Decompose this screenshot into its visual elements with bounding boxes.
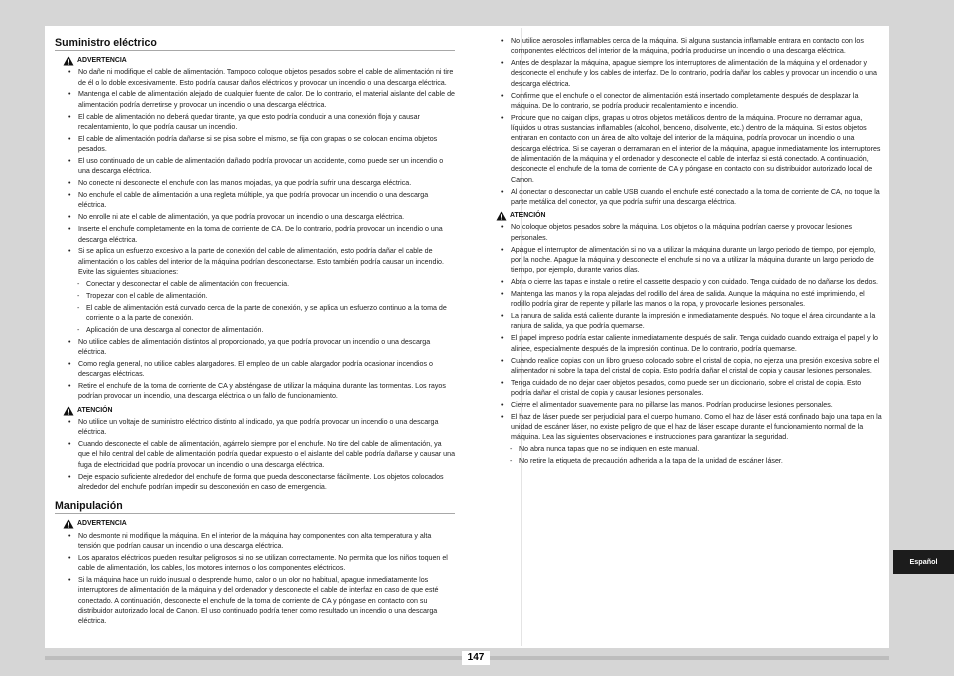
list-item: • Cuando realice copias con un libro grueso colocado sobre el cristal de copia, no ejerza una presión excesiva sobre el alimentador ni sobre la tapa del cristal de copia. Esto podría dañar el cristal de copia y causar lesiones personales. bbox=[488, 356, 882, 377]
list-item: • No utilice aerosoles inflamables cerca de la máquina. Si alguna sustancia inflamable entrara en contacto con los componentes eléctricos del interior de la máquina, podría producirse un incendio o una descarga eléctrica. bbox=[488, 36, 882, 57]
warning-heading bbox=[63, 56, 455, 66]
sub-list-item: - Aplicación de una descarga al conector de alimentación. bbox=[55, 325, 455, 335]
caution-sub-list bbox=[488, 444, 882, 466]
warning-list-continued bbox=[488, 36, 882, 207]
list-item: • Retire el enchufe de la toma de corriente de CA y absténgase de utilizar la máquina durante las tormentas. Los rayos podrían provocar un incendio, una descarga eléctrica o un fallo de funcionamiento. bbox=[55, 381, 455, 402]
caution-label: ATENCIÓN bbox=[510, 212, 546, 220]
list-item: • El uso continuado de un cable de alimentación dañado podría provocar un accidente, como puede ser un incendio o una descarga eléctrica. bbox=[55, 156, 455, 177]
list-item: • No desmonte ni modifique la máquina. En el interior de la máquina hay componentes con alta temperatura y alta tensión que podrían causar un incendio o una descarga eléctrica. bbox=[55, 531, 455, 552]
list-item: • No utilice un voltaje de suministro eléctrico distinto al indicado, ya que podría provocar un incendio o una descarga eléctrica. bbox=[55, 417, 455, 438]
list-item: • Inserte el enchufe completamente en la toma de corriente de CA. De lo contrario, podría provocar un incendio o una descarga eléctrica. bbox=[55, 224, 455, 245]
warning-list-continued bbox=[55, 337, 455, 402]
list-item: • No enrolle ni ate el cable de alimentación, ya que podría provocar un incendio o una descarga eléctrica. bbox=[55, 212, 455, 222]
warning-sub-list bbox=[55, 279, 455, 335]
warning-triangle-icon bbox=[63, 519, 74, 529]
caution-triangle-icon bbox=[496, 211, 507, 221]
list-item: • La ranura de salida está caliente durante la impresión e inmediatamente después. No toque el área circundante a la ranura de salida, ya que podría quemarse. bbox=[488, 311, 882, 332]
list-item: • Procure que no caigan clips, grapas u otros objetos metálicos dentro de la máquina. Procure no derramar agua, líquidos u otras sustancias inflamables (alcohol, benceno, disolvente, etc.) dentro de la máquina. Si estos objetos entraran en contacto con un área de alto voltaje del interior de la máquina, podría provocar un incendio o una descarga eléctrica. Si se cayeran o derramaran en el interior de la máquina, apague inmediatamente los interruptores de alimentación de la máquina y el ordenador y desconecte el cable de interfaz si está conectado. A continuación, desconecte el enchufe de la toma de corriente de CA y póngase en contacto con su distribuidor autorizado local de Canon. bbox=[488, 113, 882, 185]
caution-triangle-icon bbox=[63, 406, 74, 416]
warning-label: ADVERTENCIA bbox=[77, 520, 127, 528]
caution-label: ATENCIÓN bbox=[77, 406, 113, 414]
list-item: • Como regla general, no utilice cables alargadores. El empleo de un cable alargador podría ocasionar incendios o descargas eléctricas. bbox=[55, 359, 455, 380]
list-item: • No enchufe el cable de alimentación a una regleta múltiple, ya que podría provocar un incendio o una descarga eléctrica. bbox=[55, 190, 455, 211]
list-item: • El cable de alimentación no deberá quedar tirante, ya que esto podría conducir a una conexión floja y causar recalentamiento, lo que podría causar un incendio. bbox=[55, 112, 455, 133]
warning-heading bbox=[63, 519, 455, 529]
page-number: 147 bbox=[462, 651, 490, 665]
list-item: • Abra o cierre las tapas e instale o retire el cassette despacio y con cuidado. Tenga cuidado de no dañarse los dedos. bbox=[488, 277, 882, 287]
section-title-manipulacion: Manipulación bbox=[55, 500, 455, 514]
sub-list-item: - No abra nunca tapas que no se indiquen en este manual. bbox=[488, 444, 882, 454]
list-item: • Cuando desconecte el cable de alimentación, agárrelo siempre por el enchufe. No tire del cable de alimentación, ya que el hilo central del cable de alimentación podría quedar expuesto o el aislante del cable podría dañarse y causar una fuga de electricidad que podría provocar un incendio o una descarga eléctrica. bbox=[55, 439, 455, 470]
list-item: • Tenga cuidado de no dejar caer objetos pesados, como puede ser un diccionario, sobre el cristal de copia. Esto podría dañar el cristal de copia y causar lesiones personales. bbox=[488, 378, 882, 399]
list-item: • No coloque objetos pesados sobre la máquina. Los objetos o la máquina podrían caerse y provocar lesiones personales. bbox=[488, 222, 882, 243]
manual-page bbox=[45, 26, 889, 648]
caution-heading bbox=[63, 406, 455, 416]
caution-list bbox=[488, 222, 882, 442]
sub-list-item: - El cable de alimentación está curvado cerca de la parte de conexión, y se aplica un esfuerzo continuo a la toma de corriente o a la parte de conexión. bbox=[55, 303, 455, 324]
list-item: • No dañe ni modifique el cable de alimentación. Tampoco coloque objetos pesados sobre el cable de alimentación ni tire de él o lo doble excesivamente. Esto podría causar daños eléctricos y provocar un incendio o una descarga eléctrica. bbox=[55, 67, 455, 88]
list-item: • Apague el interruptor de alimentación si no va a utilizar la máquina durante un largo periodo de tiempo, por ejemplo, por la noche. Apague la máquina y desconecte el enchufe si no va a utilizar la máquina durante un largo periodo de tiempo, por ejemplo, durante varios días. bbox=[488, 245, 882, 276]
sub-list-item: - Tropezar con el cable de alimentación. bbox=[55, 291, 455, 301]
list-item: • El cable de alimentación podría dañarse si se pisa sobre el mismo, se fija con grapas o se colocan encima objetos pesados. bbox=[55, 134, 455, 155]
warning-list bbox=[55, 67, 455, 277]
warning-list bbox=[55, 531, 455, 627]
list-item: • Al conectar o desconectar un cable USB cuando el enchufe esté conectado a la toma de corriente de CA, no toque la parte metálica del conector, ya que podría sufrir una descarga eléctrica. bbox=[488, 187, 882, 208]
right-column bbox=[488, 34, 882, 468]
list-item: • Los aparatos eléctricos pueden resultar peligrosos si no se utilizan correctamente. No permita que los niños toquen el cable de alimentación, los cables, los motores internos o los componentes eléctricos. bbox=[55, 553, 455, 574]
left-column bbox=[55, 34, 455, 628]
list-item: • No utilice cables de alimentación distintos al proporcionado, ya que podría provocar un incendio o una descarga eléctrica. bbox=[55, 337, 455, 358]
list-item: • Mantenga las manos y la ropa alejadas del rodillo del área de salida. Aunque la máquina no esté imprimiendo, el rodillo podría girar de repente y pillarle las manos o la ropa, y provocarle lesiones personales. bbox=[488, 289, 882, 310]
section-title-suministro: Suministro eléctrico bbox=[55, 37, 455, 51]
language-tab: Español bbox=[893, 550, 954, 574]
warning-label: ADVERTENCIA bbox=[77, 57, 127, 64]
caution-list bbox=[55, 417, 455, 492]
list-item: • Mantenga el cable de alimentación alejado de cualquier fuente de calor. De lo contrario, el material aislante del cable de alimentación podría derretirse y provocar un incendio o una descarga eléctrica. bbox=[55, 89, 455, 110]
list-item: • Deje espacio suficiente alrededor del enchufe de forma que pueda desconectarse fácilmente. Los objetos colocados alrededor del enchufe podrían impedir su desconexión en caso de emergencia. bbox=[55, 472, 455, 493]
sub-list-item: - No retire la etiqueta de precaución adherida a la tapa de la unidad de escáner láser. bbox=[488, 456, 882, 466]
list-item: • Si la máquina hace un ruido inusual o desprende humo, calor o un olor no habitual, apague inmediatamente los interruptores de alimentación de la máquina y del ordenador y desconecte el cable de interfaz en caso de que esté conectado. A continuación, desconecte el enchufe de la toma de corriente de CA y póngase en contacto con su distribuidor autorizado local de Canon. El uso continuado podría tener como resultado un incendio o una descarga eléctrica. bbox=[55, 575, 455, 626]
list-item: • Antes de desplazar la máquina, apague siempre los interruptores de alimentación de la máquina y el ordenador y desconecte el enchufe y los cables de interfaz. De lo contrario, podría dañar los cables y provocar un incendio o una descarga eléctrica. bbox=[488, 58, 882, 89]
sub-list-item: - Conectar y desconectar el cable de alimentación con frecuencia. bbox=[55, 279, 455, 289]
list-item: • El haz de láser puede ser perjudicial para el cuerpo humano. Como el haz de láser está confinado bajo una tapa en la unidad de escáner láser, no existe peligro de que el haz de láser escape durante el funcionamiento normal de la máquina. Lea las siguientes observaciones e instrucciones para garantizar la seguridad. bbox=[488, 412, 882, 443]
warning-triangle-icon bbox=[63, 56, 74, 66]
list-item: • Cierre el alimentador suavemente para no pillarse las manos. Podrían producirse lesiones personales. bbox=[488, 400, 882, 410]
list-item: • El papel impreso podría estar caliente inmediatamente después de salir. Tenga cuidado cuando extraiga el papel y lo alinee, especialmente después de la impresión continua. De lo contrario, podría quemarse. bbox=[488, 333, 882, 354]
caution-heading bbox=[496, 211, 882, 221]
list-item: • Si se aplica un esfuerzo excesivo a la parte de conexión del cable de alimentación, esto podría dañar el cable de alimentación o los cables del interior de la máquina podrían desconectarse. Esto también podría causar un incendio. Evite las siguientes situaciones: bbox=[55, 246, 455, 277]
list-item: • Confirme que el enchufe o el conector de alimentación está insertado completamente después de desplazar la máquina. De lo contrario, se podría producir recalentamiento e incendio. bbox=[488, 91, 882, 112]
list-item: • No conecte ni desconecte el enchufe con las manos mojadas, ya que podría sufrir una descarga eléctrica. bbox=[55, 178, 455, 188]
